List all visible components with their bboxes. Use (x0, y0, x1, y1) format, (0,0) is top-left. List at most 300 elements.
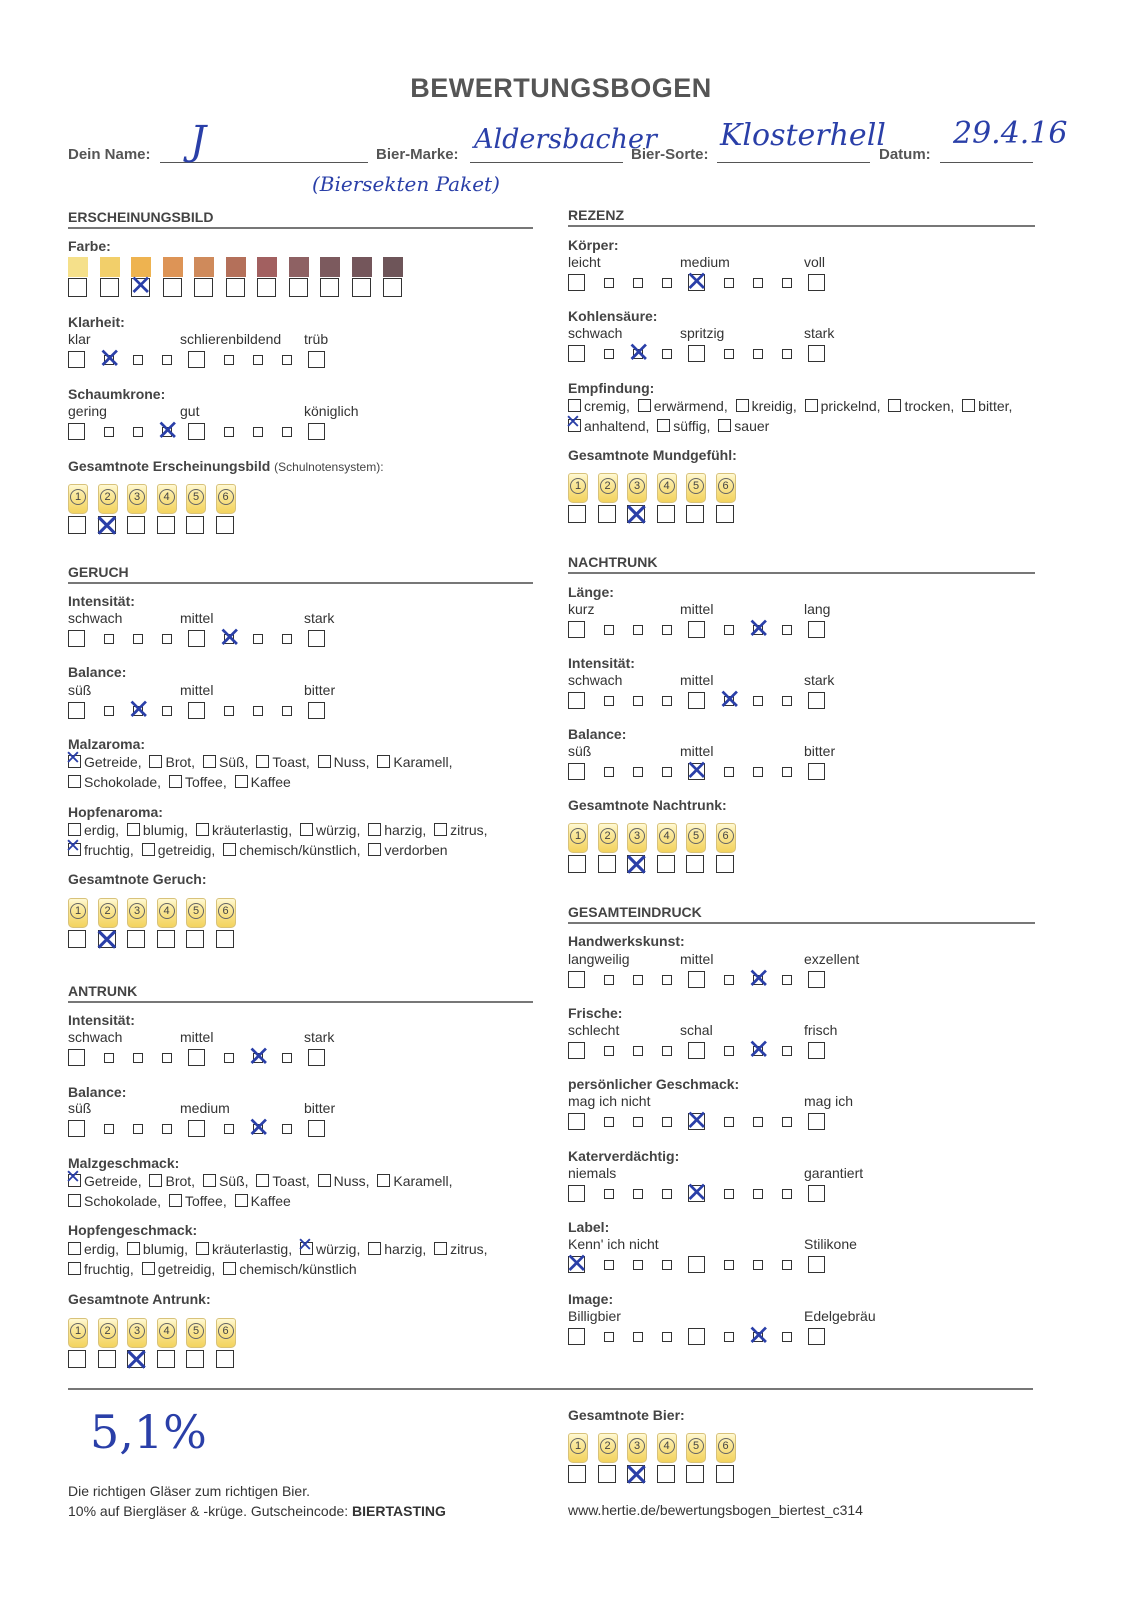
image-option-6[interactable] (724, 1332, 734, 1342)
kohlensaeure-option-5[interactable] (688, 345, 705, 362)
geruch-balance-label: Balance: (68, 664, 127, 680)
kohlensaeure-option-1[interactable] (568, 345, 585, 362)
note-mundgefuehl-grade-5[interactable] (686, 505, 704, 523)
geruch-balance-option-4[interactable] (162, 706, 172, 716)
note-geruch-grade-3[interactable] (127, 930, 145, 948)
geruch-intens-option-7[interactable] (253, 634, 263, 644)
empfindung-option[interactable] (657, 418, 710, 434)
katerverdaechtig-option-1[interactable] (568, 1185, 585, 1202)
malzgeschmack-option-label: Schokolade, (84, 1193, 162, 1209)
note-erscheinung-grade-4[interactable] (157, 516, 175, 534)
malzgeschmack-checkbox[interactable] (68, 1194, 81, 1207)
hopfenaroma-option-label: erdig, (84, 822, 120, 838)
geruch-intens-option-4[interactable] (162, 634, 172, 644)
malzaroma-checkbox[interactable] (235, 775, 248, 788)
image-option-8[interactable] (782, 1332, 792, 1342)
malzgeschmack-checkbox[interactable] (68, 1174, 81, 1187)
laenge-option-8[interactable] (782, 625, 792, 635)
name-label: Dein Name: (68, 146, 151, 163)
malzaroma-checkbox[interactable] (68, 755, 81, 768)
kohlensaeure-option-6[interactable] (724, 349, 734, 359)
hopfengeschmack-checkbox[interactable] (434, 1242, 447, 1255)
katerverdaechtig-option-9[interactable] (808, 1185, 825, 1202)
note-bier-grade-1[interactable] (568, 1465, 586, 1483)
geruch-intens-option-8[interactable] (282, 634, 292, 644)
laenge-option-4[interactable] (662, 625, 672, 635)
malzgeschmack-option[interactable] (235, 1193, 291, 1209)
koerper-option-9[interactable] (808, 274, 825, 291)
farbe-option-10[interactable] (352, 278, 371, 297)
koerper-option-8[interactable] (782, 278, 792, 288)
malzgeschmack-option[interactable] (68, 1173, 142, 1189)
note-nachtrunk-grade-4[interactable] (657, 855, 675, 873)
nachtrunk-intens-scale-label: mittel (680, 672, 714, 688)
handwerkskunst-option-3[interactable] (633, 975, 643, 985)
label-checkmark: ✕ (565, 1247, 589, 1280)
handwerkskunst-option-2[interactable] (604, 975, 614, 985)
hopfengeschmack-checkbox[interactable] (68, 1242, 81, 1255)
frische-option-8[interactable] (782, 1046, 792, 1056)
malzaroma-option[interactable] (235, 774, 291, 790)
malzgeschmack-checkbox[interactable] (169, 1194, 182, 1207)
nachtrunk-balance-option-8[interactable] (782, 767, 792, 777)
note-antrunk-grade-5[interactable] (186, 1350, 204, 1368)
nachtrunk-intens-option-9[interactable] (808, 692, 825, 709)
hopfengeschmack-option[interactable] (434, 1241, 487, 1257)
malzgeschmack-checkbox[interactable] (149, 1174, 162, 1187)
label-option-6[interactable] (724, 1260, 734, 1270)
antrunk-intens-option-3[interactable] (133, 1053, 143, 1063)
malzaroma-option[interactable] (318, 754, 370, 770)
geruch-balance-option-7[interactable] (253, 706, 263, 716)
malzgeschmack-checkbox[interactable] (377, 1174, 390, 1187)
geruch-balance-option-1[interactable] (68, 702, 85, 719)
empfindung-checkbox[interactable] (638, 399, 651, 412)
antrunk-intens-option-2[interactable] (104, 1053, 114, 1063)
nachtrunk-balance-option-1[interactable] (568, 763, 585, 780)
note-mundgefuehl-grade-1[interactable] (568, 505, 586, 523)
hopfenaroma-option[interactable] (223, 842, 360, 858)
note-bier-glass-6-icon: 6 (716, 1433, 736, 1463)
malzgeschmack-option-label: Toffee, (184, 1193, 227, 1209)
empfindung-option[interactable] (888, 398, 954, 414)
schaumkrone-scale-label: gut (180, 403, 200, 419)
malzgeschmack-option[interactable] (68, 1193, 161, 1209)
label-option-5[interactable] (688, 1256, 705, 1273)
nachtrunk-intens-option-4[interactable] (662, 696, 672, 706)
kohlensaeure-option-9[interactable] (808, 345, 825, 362)
persoenlicher-geschmack-option-4[interactable] (662, 1117, 672, 1127)
hopfenaroma-option[interactable] (142, 842, 216, 858)
handwerkskunst-option-9[interactable] (808, 971, 825, 988)
malzaroma-checkbox[interactable] (68, 775, 81, 788)
empfindung-option[interactable] (962, 398, 1012, 414)
farbe-option-2[interactable] (100, 278, 119, 297)
nachtrunk-balance-option-3[interactable] (633, 767, 643, 777)
handwerkskunst-option-4[interactable] (662, 975, 672, 985)
laenge-option-3[interactable] (633, 625, 643, 635)
schaumkrone-option-2[interactable] (104, 427, 114, 437)
malzgeschmack-option[interactable] (318, 1173, 370, 1189)
katerverdaechtig-option-6[interactable] (724, 1189, 734, 1199)
empfindung-checkbox[interactable] (718, 419, 731, 432)
hopfengeschmack-option[interactable] (196, 1241, 292, 1257)
geruch-intens-option-3[interactable] (133, 634, 143, 644)
empfindung-option[interactable] (736, 398, 797, 414)
katerverdaechtig-option-2[interactable] (604, 1189, 614, 1199)
malzaroma-option[interactable] (256, 754, 309, 770)
koerper-option-4[interactable] (662, 278, 672, 288)
note-erscheinung-glass-3-icon: 3 (127, 484, 147, 514)
hopfenaroma-option[interactable] (434, 822, 487, 838)
kohlensaeure-option-4[interactable] (662, 349, 672, 359)
hopfengeschmack-option-label: kräuterlastig, (211, 1241, 293, 1257)
geruch-intens-option-1[interactable] (68, 630, 85, 647)
geruch-intens-option-2[interactable] (104, 634, 114, 644)
note-bier-grade-4[interactable] (657, 1465, 675, 1483)
antrunk-balance-option-3[interactable] (133, 1124, 143, 1134)
farbe-option-7[interactable] (257, 278, 276, 297)
note-mundgefuehl-glass-6-icon: 6 (716, 473, 736, 503)
geruch-intens-option-5[interactable] (188, 630, 205, 647)
note-geruch-grade-6[interactable] (216, 930, 234, 948)
malzgeschmack-option[interactable] (256, 1173, 309, 1189)
farbe-option-1[interactable] (68, 278, 87, 297)
note-mundgefuehl-grade-6[interactable] (716, 505, 734, 523)
image-option-2[interactable] (604, 1332, 614, 1342)
malzaroma-option-label: Kaffee (250, 774, 291, 790)
note-nachtrunk-grade-6[interactable] (716, 855, 734, 873)
label-option-7[interactable] (753, 1260, 763, 1270)
geruch-balance-option-6[interactable] (224, 706, 234, 716)
note-geruch-grade-1[interactable] (68, 930, 86, 948)
hopfenaroma-option[interactable] (68, 842, 134, 858)
hopfenaroma-checkbox[interactable] (368, 843, 381, 856)
hopfengeschmack-option[interactable] (368, 1241, 426, 1257)
hopfenaroma-checkbox[interactable] (142, 843, 155, 856)
koerper-option-1[interactable] (568, 274, 585, 291)
frische-option-9[interactable] (808, 1042, 825, 1059)
nachtrunk-intens-option-2[interactable] (604, 696, 614, 706)
handwerkskunst-scale-label: mittel (680, 951, 714, 967)
klarheit-option-8[interactable] (282, 355, 292, 365)
farbe-option-9[interactable] (320, 278, 339, 297)
schaumkrone-option-9[interactable] (308, 423, 325, 440)
frische-option-2[interactable] (604, 1046, 614, 1056)
klarheit-option-5[interactable] (188, 351, 205, 368)
hopfenaroma-checkbox[interactable] (223, 843, 236, 856)
malzgeschmack-checkbox[interactable] (318, 1174, 331, 1187)
persoenlicher-geschmack-checkmark: ✕ (685, 1104, 709, 1137)
handwerkskunst-option-1[interactable] (568, 971, 585, 988)
koerper-option-6[interactable] (724, 278, 734, 288)
note-erscheinung-grade-1[interactable] (68, 516, 86, 534)
laenge-scale-label: lang (804, 601, 831, 617)
schaumkrone-option-3[interactable] (133, 427, 143, 437)
hopfenaroma-option[interactable] (196, 822, 292, 838)
nachtrunk-intens-option-3[interactable] (633, 696, 643, 706)
note-bier-grade-5[interactable] (686, 1465, 704, 1483)
katerverdaechtig-option-8[interactable] (782, 1189, 792, 1199)
note-erscheinung-grade-5[interactable] (186, 516, 204, 534)
hopfengeschmack-checkbox[interactable] (300, 1242, 313, 1255)
geruch-intens-scale-label: schwach (68, 610, 123, 626)
katerverdaechtig-option-4[interactable] (662, 1189, 672, 1199)
farbe-option-5[interactable] (194, 278, 213, 297)
geruch-balance-option-8[interactable] (282, 706, 292, 716)
persoenlicher-geschmack-option-8[interactable] (782, 1117, 792, 1127)
malzgeschmack-option[interactable] (377, 1173, 452, 1189)
klarheit-option-4[interactable] (162, 355, 172, 365)
empfindung-checkbox[interactable] (568, 419, 581, 432)
klarheit-option-1[interactable] (68, 351, 85, 368)
persoenlicher-geschmack-option-7[interactable] (753, 1117, 763, 1127)
hopfengeschmack-option[interactable] (142, 1261, 216, 1277)
farbe-option-11[interactable] (383, 278, 402, 297)
persoenlicher-geschmack-option-1[interactable] (568, 1113, 585, 1130)
hopfenaroma-option-label: zitrus, (450, 822, 488, 838)
hopfenaroma-option[interactable] (300, 822, 360, 838)
nachtrunk-balance-option-9[interactable] (808, 763, 825, 780)
note-antrunk-glass-6-icon: 6 (216, 1318, 236, 1348)
empfindung-option-label: kreidig, (751, 398, 797, 414)
frische-option-3[interactable] (633, 1046, 643, 1056)
empfindung-option[interactable] (718, 418, 769, 434)
laenge-option-2[interactable] (604, 625, 614, 635)
antrunk-intens-option-8[interactable] (282, 1053, 292, 1063)
empfindung-checkbox[interactable] (962, 399, 975, 412)
empfindung-checkbox[interactable] (657, 419, 670, 432)
antrunk-intens-option-1[interactable] (68, 1049, 85, 1066)
note-antrunk-grade-1[interactable] (68, 1350, 86, 1368)
handwerkskunst-label: Handwerkskunst: (568, 933, 685, 949)
geruch-balance-option-9[interactable] (308, 702, 325, 719)
note-mundgefuehl-glass-3-icon: 3 (627, 473, 647, 503)
malzgeschmack-option[interactable] (203, 1173, 249, 1189)
empfindung-options (568, 396, 1028, 436)
farbe-option-4[interactable] (163, 278, 182, 297)
nachtrunk-balance-checkmark: ✕ (685, 754, 709, 787)
malzaroma-option[interactable] (68, 754, 142, 770)
note-mundgefuehl-grade-4[interactable] (657, 505, 675, 523)
antrunk-balance-option-4[interactable] (162, 1124, 172, 1134)
antrunk-intens-option-6[interactable] (224, 1053, 234, 1063)
empfindung-option[interactable] (805, 398, 881, 414)
nachtrunk-balance-option-7[interactable] (753, 767, 763, 777)
hopfengeschmack-checkbox[interactable] (68, 1262, 81, 1275)
geruch-intens-option-9[interactable] (308, 630, 325, 647)
koerper-option-2[interactable] (604, 278, 614, 288)
hopfenaroma-checkbox[interactable] (196, 823, 209, 836)
laenge-scale-label: kurz (568, 601, 595, 617)
hopfengeschmack-option[interactable] (68, 1261, 134, 1277)
klarheit-option-6[interactable] (224, 355, 234, 365)
kohlensaeure-option-2[interactable] (604, 349, 614, 359)
hopfengeschmack-checkbox[interactable] (368, 1242, 381, 1255)
note-bier-grade-6[interactable] (716, 1465, 734, 1483)
hopfenaroma-option[interactable] (368, 822, 426, 838)
malzaroma-checkbox[interactable] (318, 755, 331, 768)
empfindung-option[interactable] (638, 398, 728, 414)
antrunk-intens-option-5[interactable] (188, 1049, 205, 1066)
hopfengeschmack-checkbox[interactable] (127, 1242, 140, 1255)
hopfengeschmack-option[interactable] (223, 1261, 357, 1277)
malzaroma-option[interactable] (203, 754, 249, 770)
antrunk-balance-option-5[interactable] (188, 1120, 205, 1137)
laenge-option-1[interactable] (568, 621, 585, 638)
nachtrunk-intens-option-7[interactable] (753, 696, 763, 706)
antrunk-balance-option-6[interactable] (224, 1124, 234, 1134)
kohlensaeure-option-7[interactable] (753, 349, 763, 359)
brand-field-line[interactable] (470, 162, 623, 163)
hopfengeschmack-checkbox[interactable] (142, 1262, 155, 1275)
katerverdaechtig-option-7[interactable] (753, 1189, 763, 1199)
antrunk-intens-option-4[interactable] (162, 1053, 172, 1063)
malzaroma-option[interactable] (169, 774, 227, 790)
handwerkskunst-option-8[interactable] (782, 975, 792, 985)
image-option-5[interactable] (688, 1328, 705, 1345)
hopfenaroma-checkbox[interactable] (368, 823, 381, 836)
antrunk-balance-option-8[interactable] (282, 1124, 292, 1134)
empfindung-option[interactable] (568, 418, 649, 434)
malzaroma-option[interactable] (68, 774, 161, 790)
hopfengeschmack-checkbox[interactable] (223, 1262, 236, 1275)
frische-option-4[interactable] (662, 1046, 672, 1056)
note-nachtrunk-glass-4-icon: 4 (657, 823, 677, 853)
empfindung-checkbox[interactable] (888, 399, 901, 412)
label-option-4[interactable] (662, 1260, 672, 1270)
hopfenaroma-checkbox[interactable] (300, 823, 313, 836)
schaumkrone-option-1[interactable] (68, 423, 85, 440)
label-option-3[interactable] (633, 1260, 643, 1270)
note-nachtrunk-grade-2[interactable] (598, 855, 616, 873)
klarheit-checkmark: ✕ (98, 342, 122, 375)
katerverdaechtig-option-3[interactable] (633, 1189, 643, 1199)
schaumkrone-option-7[interactable] (253, 427, 263, 437)
note-bier-glass-1-icon: 1 (568, 1433, 588, 1463)
koerper-option-3[interactable] (633, 278, 643, 288)
malzaroma-checkbox[interactable] (149, 755, 162, 768)
schaumkrone-option-8[interactable] (282, 427, 292, 437)
image-option-9[interactable] (808, 1328, 825, 1345)
image-option-1[interactable] (568, 1328, 585, 1345)
nachtrunk-balance-option-4[interactable] (662, 767, 672, 777)
hopfenaroma-option[interactable] (368, 842, 447, 858)
label-option-9[interactable] (808, 1256, 825, 1273)
note-nachtrunk-grade-5[interactable] (686, 855, 704, 873)
malzgeschmack-checkbox[interactable] (256, 1174, 269, 1187)
laenge-option-9[interactable] (808, 621, 825, 638)
note-erscheinung-grade-3[interactable] (127, 516, 145, 534)
frische-option-1[interactable] (568, 1042, 585, 1059)
handwerkskunst-option-6[interactable] (724, 975, 734, 985)
note-mundgefuehl-grade-2[interactable] (598, 505, 616, 523)
malzaroma-option[interactable] (149, 754, 195, 770)
schaumkrone-option-6[interactable] (224, 427, 234, 437)
farbe-option-6[interactable] (226, 278, 245, 297)
nachtrunk-intens-option-8[interactable] (782, 696, 792, 706)
malzgeschmack-checkbox[interactable] (235, 1194, 248, 1207)
laenge-option-6[interactable] (724, 625, 734, 635)
footer-url[interactable]: www.hertie.de/bewertungsbogen_biertest_c314 (568, 1502, 863, 1518)
antrunk-balance-option-9[interactable] (308, 1120, 325, 1137)
persoenlicher-geschmack-option-9[interactable] (808, 1113, 825, 1130)
nachtrunk-balance-option-2[interactable] (604, 767, 614, 777)
hopfenaroma-checkbox[interactable] (434, 823, 447, 836)
nachtrunk-intens-option-5[interactable] (688, 692, 705, 709)
klarheit-option-3[interactable] (133, 355, 143, 365)
note-erscheinung-grade-6[interactable] (216, 516, 234, 534)
antrunk-intens-option-9[interactable] (308, 1049, 325, 1066)
label-option-8[interactable] (782, 1260, 792, 1270)
image-option-3[interactable] (633, 1332, 643, 1342)
malzgeschmack-option[interactable] (169, 1193, 227, 1209)
geruch-balance-option-2[interactable] (104, 706, 114, 716)
persoenlicher-geschmack-option-3[interactable] (633, 1117, 643, 1127)
section-gesamteindruck: GESAMTEINDRUCK (568, 904, 1035, 924)
malzaroma-checkbox[interactable] (256, 755, 269, 768)
hopfengeschmack-option[interactable] (127, 1241, 188, 1257)
klarheit-option-7[interactable] (253, 355, 263, 365)
handwerkskunst-option-5[interactable] (688, 971, 705, 988)
hopfenaroma-option[interactable] (127, 822, 188, 838)
note-geruch-grade-4[interactable] (157, 930, 175, 948)
hopfenaroma-checkbox[interactable] (127, 823, 140, 836)
empfindung-checkbox[interactable] (736, 399, 749, 412)
label-option-2[interactable] (604, 1260, 614, 1270)
note-nachtrunk-grade-1[interactable] (568, 855, 586, 873)
malzaroma-option[interactable] (377, 754, 452, 770)
hopfenaroma-checkbox[interactable] (68, 823, 81, 836)
malzgeschmack-option[interactable] (149, 1173, 195, 1189)
klarheit-option-9[interactable] (308, 351, 325, 368)
empfindung-checkbox[interactable] (568, 399, 581, 412)
image-option-4[interactable] (662, 1332, 672, 1342)
geruch-balance-option-5[interactable] (188, 702, 205, 719)
note-antrunk-grade-6[interactable] (216, 1350, 234, 1368)
malzgeschmack-checkbox[interactable] (203, 1174, 216, 1187)
malzaroma-checkbox[interactable] (377, 755, 390, 768)
persoenlicher-geschmack-option-2[interactable] (604, 1117, 614, 1127)
hopfengeschmack-option[interactable] (68, 1241, 119, 1257)
note-geruch-grade-5[interactable] (186, 930, 204, 948)
laenge-option-5[interactable] (688, 621, 705, 638)
malzaroma-checkbox[interactable] (203, 755, 216, 768)
farbe-option-8[interactable] (289, 278, 308, 297)
note-antrunk-grade-2[interactable] (98, 1350, 116, 1368)
persoenlicher-geschmack-option-6[interactable] (724, 1117, 734, 1127)
hopfenaroma-checkbox[interactable] (68, 843, 81, 856)
date-field-line[interactable] (940, 162, 1033, 163)
schaumkrone-option-5[interactable] (188, 423, 205, 440)
note-bier-grade-2[interactable] (598, 1465, 616, 1483)
koerper-option-7[interactable] (753, 278, 763, 288)
kohlensaeure-option-8[interactable] (782, 349, 792, 359)
frische-option-5[interactable] (688, 1042, 705, 1059)
hopfengeschmack-option[interactable] (300, 1241, 360, 1257)
hopfengeschmack-checkbox[interactable] (196, 1242, 209, 1255)
note-erscheinung-glass-4-icon: 4 (157, 484, 177, 514)
antrunk-balance-option-1[interactable] (68, 1120, 85, 1137)
note-antrunk-grade-4[interactable] (157, 1350, 175, 1368)
malzaroma-checkbox[interactable] (169, 775, 182, 788)
nachtrunk-balance-option-6[interactable] (724, 767, 734, 777)
empfindung-checkbox[interactable] (805, 399, 818, 412)
frische-option-6[interactable] (724, 1046, 734, 1056)
nachtrunk-intens-option-1[interactable] (568, 692, 585, 709)
sort-field-line[interactable] (717, 162, 870, 163)
antrunk-balance-option-2[interactable] (104, 1124, 114, 1134)
